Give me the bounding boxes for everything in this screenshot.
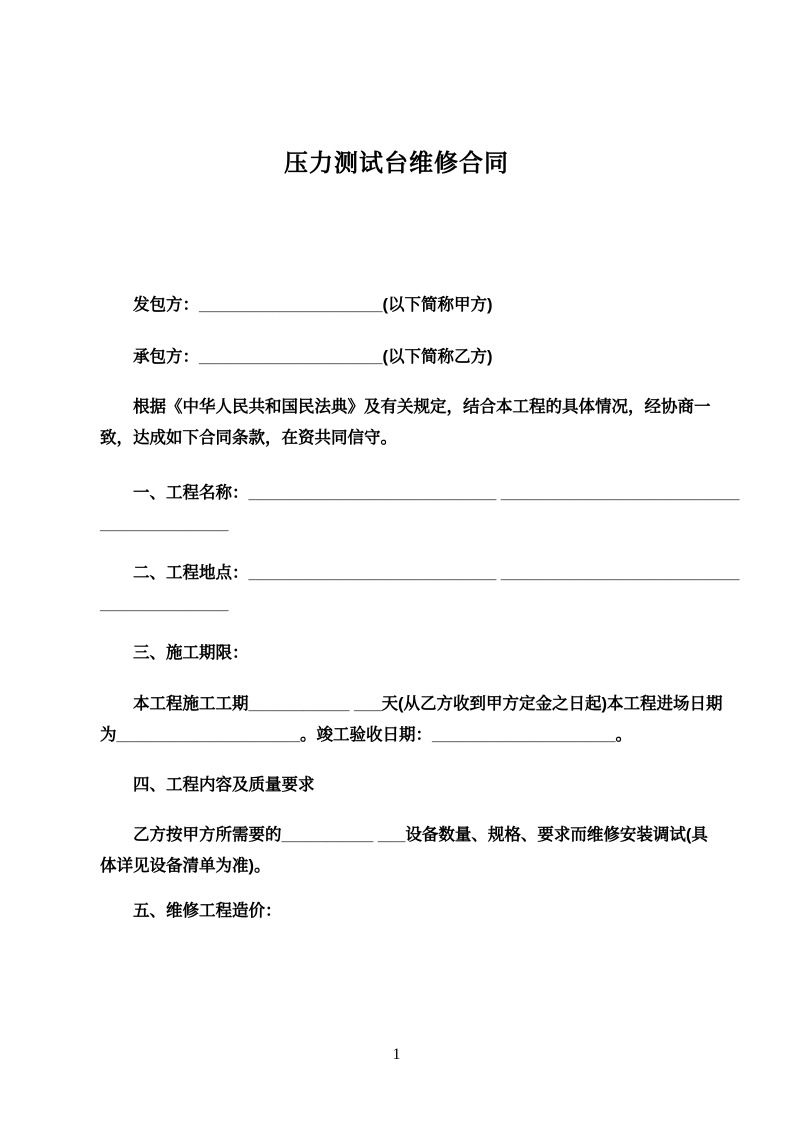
section-4-body-line-1: 乙方按甲方所需要的__________ ___设备数量、规格、要求而维修安装调试(具 <box>133 826 708 844</box>
page-number: 1 <box>392 1046 401 1063</box>
party-b-line <box>100 342 733 373</box>
section-3-heading-text: 三、施工期限： <box>133 644 249 662</box>
section-5-heading <box>100 896 733 927</box>
section-4-body-line-2: 体详见设备清单为准)。 <box>100 857 271 875</box>
section-2-line-1: 二、工程地点：___________________________ __________________________ <box>133 564 740 582</box>
section-5-heading-text: 五、维修工程造价： <box>133 902 282 920</box>
section-4-body <box>100 820 733 882</box>
section-2-project-location <box>100 558 740 620</box>
preamble-paragraph <box>100 392 733 454</box>
section-4-heading <box>100 770 733 801</box>
section-3-heading <box>100 638 733 669</box>
document-title: 压力测试台维修合同 <box>284 150 509 178</box>
section-1-line-1: 一、工程名称：___________________________ __________________________ <box>133 484 740 502</box>
section-3-body-line-2: 为____________________。竣工验收日期：____________________。 <box>100 726 633 744</box>
preamble-line-1: 根据《中华人民共和国民法典》及有关规定，结合本工程的具体情况，经协商一 <box>133 398 711 416</box>
section-3-body-line-1: 本工程施工工期___________ ___天(从乙方收到甲方定金之日起)本工程进场日期 <box>133 695 723 713</box>
party-a-text: 发包方：____________________(以下简称甲方) <box>133 296 493 314</box>
party-b-text: 承包方：____________________(以下简称乙方) <box>133 348 493 366</box>
party-a-line <box>100 290 733 321</box>
section-2-blank-continuation: ______________ <box>100 595 229 613</box>
section-1-project-name <box>100 478 740 540</box>
preamble-line-2: 致，达成如下合同条款，在资共同信守。 <box>100 429 397 447</box>
section-4-heading-text: 四、工程内容及质量要求 <box>133 776 315 794</box>
section-3-body <box>100 689 733 751</box>
section-1-blank-continuation: ______________ <box>100 515 229 533</box>
